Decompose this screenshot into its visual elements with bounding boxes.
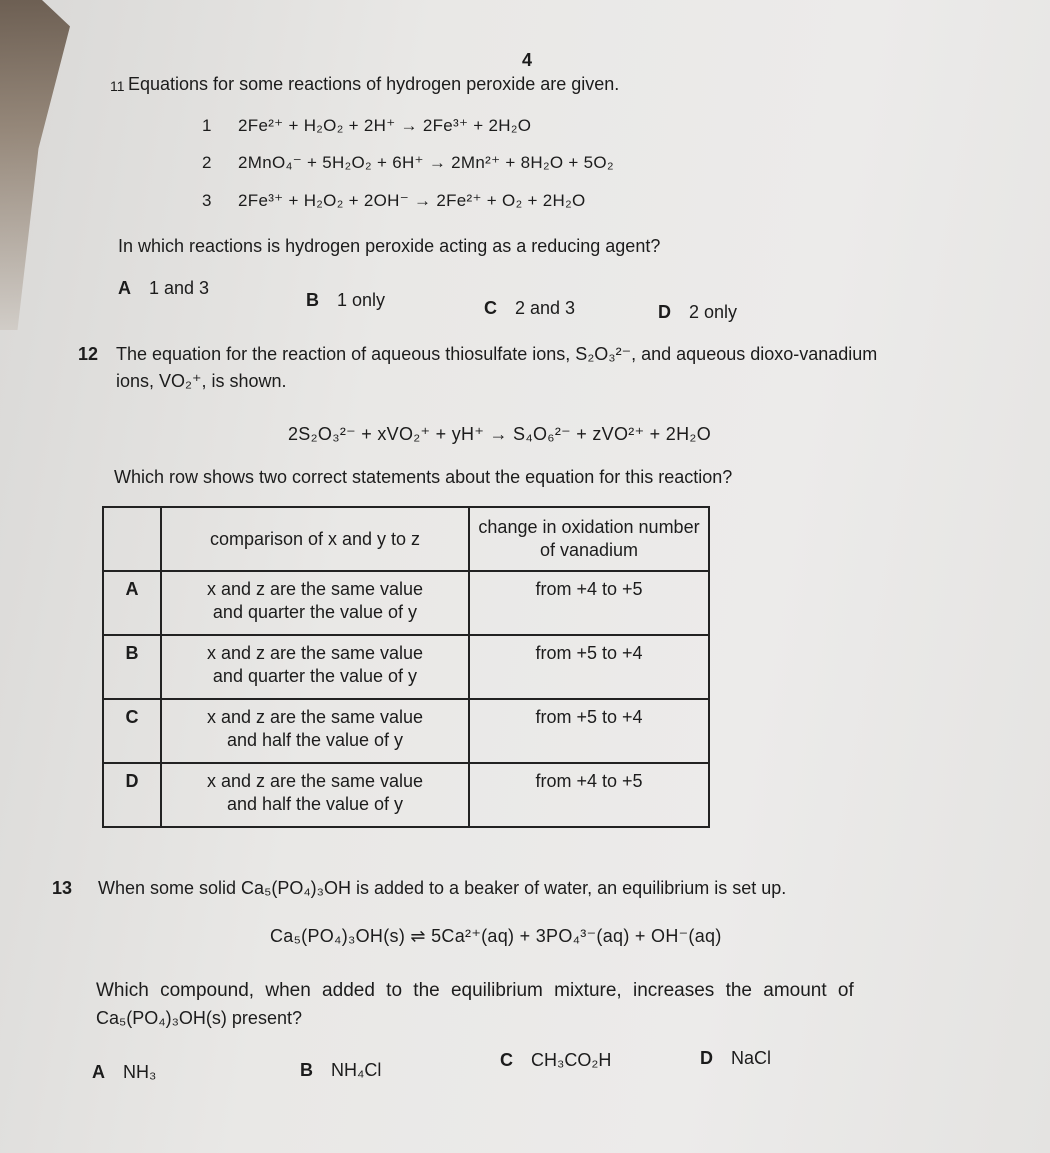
table-row-b[interactable] [103,635,709,699]
q11-eq3-label: 3 [202,191,212,210]
q13-option-d[interactable]: D NaCl [700,1048,772,1068]
row-key: A [103,571,161,635]
row-comparison: x and z are the same value and quarter the value of y [161,571,469,635]
q11-number: 11 [110,78,125,94]
row-key: D [103,763,161,827]
q13-stem: When some solid Ca₅(PO₄)₃OH is added to a beaker of water, an equilibrium is set up. [98,878,787,898]
q13-question-line1: Which compound, when added to the equilibrium mixture, increases the amount of [96,980,854,1001]
page-number: 4 [522,50,533,70]
row-change: from +4 to +5 [469,571,709,635]
table-row-c[interactable] [103,699,709,763]
q13-number: 13 [52,878,73,898]
q11-eq2: 2MnO₄⁻ + 5H₂O₂ + 6H⁺ → 2Mn²⁺ + 8H₂O + 5O₂ [238,153,614,172]
row-comparison: x and z are the same value and quarter the value of y [161,635,469,699]
q12-stem-line1: The equation for the reaction of aqueous thiosulfate ions, S₂O₃²⁻, and aqueous dioxo-vanadium [116,344,878,364]
q11-question: In which reactions is hydrogen peroxide acting as a reducing agent? [118,236,661,256]
q13-option-b[interactable]: B NH₄Cl [300,1060,382,1080]
q11-eq2-label: 2 [202,153,212,172]
q13-equation: Ca₅(PO₄)₃OH(s) ⇌ 5Ca²⁺(aq) + 3PO₄³⁻(aq) + OH⁻(aq) [270,926,722,946]
q13-option-c[interactable]: C CH₃CO₂H [500,1050,612,1070]
q12-number: 12 [78,344,99,364]
q11-option-c[interactable]: C 2 and 3 [484,298,576,318]
q11-option-a[interactable]: A 1 and 3 [118,278,210,298]
q12-stem-line2: ions, VO₂⁺, is shown. [116,371,287,391]
row-change: from +4 to +5 [469,763,709,827]
q13-option-a[interactable]: A NH₃ [92,1062,157,1082]
row-comparison: x and z are the same value and half the value of y [161,699,469,763]
row-key: C [103,699,161,763]
q12-question: Which row shows two correct statements about the equation for this reaction? [114,467,733,487]
q11-eq3: 2Fe³⁺ + H₂O₂ + 2OH⁻ → 2Fe²⁺ + O₂ + 2H₂O [238,191,586,210]
q11-stem: Equations for some reactions of hydrogen peroxide are given. [128,74,620,94]
row-comparison: x and z are the same value and half the value of y [161,763,469,827]
row-change: from +5 to +4 [469,635,709,699]
q12-answer-table [102,506,710,828]
table-row-a[interactable] [103,571,709,635]
q11-option-d[interactable]: D 2 only [658,302,738,322]
table-header-change: change in oxidation number of vanadium [469,507,709,571]
q11-option-b[interactable]: B 1 only [306,290,386,310]
table-row-d[interactable] [103,763,709,827]
row-change: from +5 to +4 [469,699,709,763]
q11-eq1-label: 1 [202,116,212,135]
q11-eq1: 2Fe²⁺ + H₂O₂ + 2H⁺ → 2Fe³⁺ + 2H₂O [238,116,532,135]
row-key: B [103,635,161,699]
table-header-key [103,507,161,571]
page-edge-shadow [0,0,70,330]
table-header-comparison: comparison of x and y to z [161,507,469,571]
q12-equation: 2S₂O₃²⁻ + xVO₂⁺ + yH⁺ → S₄O₆²⁻ + zVO²⁺ + 2H₂O [288,424,711,444]
q13-question-line2: Ca₅(PO₄)₃OH(s) present? [96,1008,302,1028]
